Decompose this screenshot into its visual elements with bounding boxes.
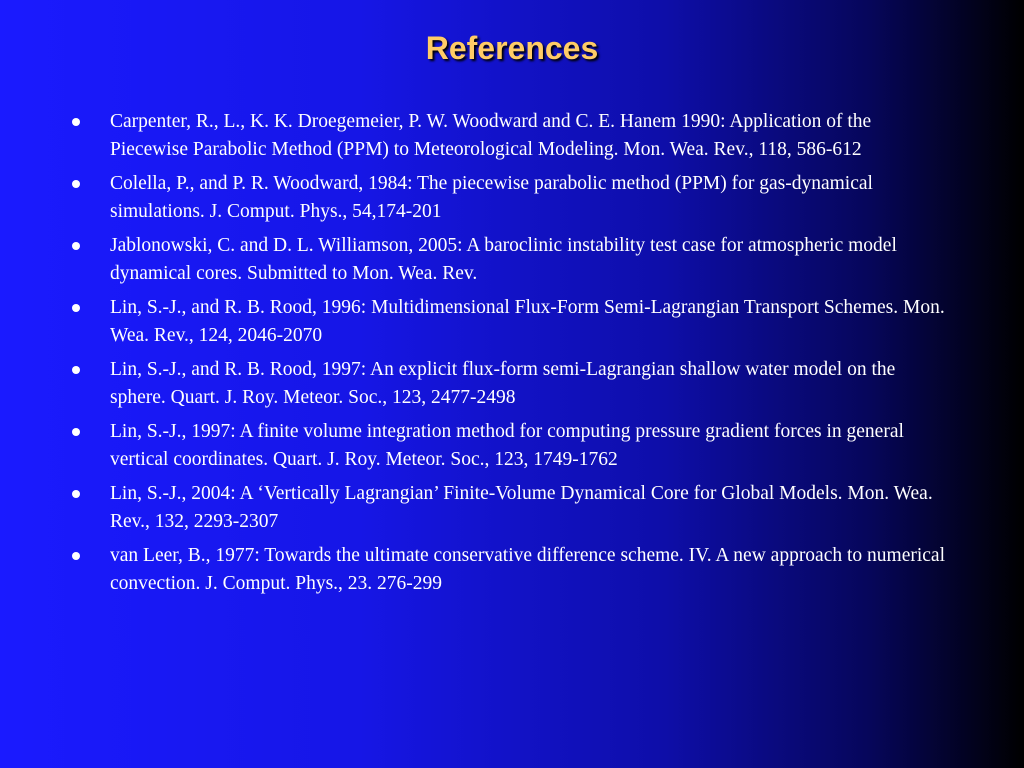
- list-item: [72, 356, 952, 412]
- reference-text: Lin, S.-J., and R. B. Rood, 1997: An explicit flux-form semi-Lagrangian shallow water model on the sphere. Quart. J. Roy. Meteor. Soc., 123, 2477-2498: [110, 359, 896, 408]
- list-item: [72, 542, 952, 598]
- reference-text: Lin, S.-J., 1997: A finite volume integration method for computing pressure gradient forces in general vertical coordinates. Quart. J. Roy. Meteor. Soc., 123, 1749-1762: [110, 421, 904, 470]
- reference-text: Lin, S.-J., 2004: A ‘Vertically Lagrangian’ Finite-Volume Dynamical Core for Global Models. Mon. Wea. Rev., 132, 2293-2307: [110, 483, 933, 532]
- reference-text: Carpenter, R., L., K. K. Droegemeier, P. W. Woodward and C. E. Hanem 1990: Application of the Piecewise Parabolic Method (PPM) to Meteorological Modeling. Mon. Wea. Rev., 118, 586-612: [110, 111, 872, 160]
- list-item: [72, 480, 952, 536]
- reference-text: van Leer, B., 1977: Towards the ultimate conservative difference scheme. IV. A new approach to numerical convection. J. Comput. Phys., 23. 276-299: [110, 545, 945, 594]
- list-item: [72, 294, 952, 350]
- bullet-icon: [72, 304, 80, 312]
- bullet-icon: [72, 118, 80, 126]
- reference-text: Jablonowski, C. and D. L. Williamson, 2005: A baroclinic instability test case for atmospheric model dynamical cores. Submitted to Mon. Wea. Rev.: [110, 235, 897, 284]
- list-item: [72, 418, 952, 474]
- list-item: [72, 232, 952, 288]
- slide-title: References: [425, 30, 599, 66]
- reference-list: [72, 108, 952, 604]
- bullet-icon: [72, 428, 80, 436]
- list-item: [72, 170, 952, 226]
- bullet-icon: [72, 366, 80, 374]
- reference-text: Lin, S.-J., and R. B. Rood, 1996: Multidimensional Flux-Form Semi-Lagrangian Transport Schemes. Mon. Wea. Rev., 124, 2046-2070: [110, 297, 945, 346]
- list-item: [72, 108, 952, 164]
- bullet-icon: [72, 490, 80, 498]
- bullet-icon: [72, 180, 80, 188]
- bullet-icon: [72, 552, 80, 560]
- reference-text: Colella, P., and P. R. Woodward, 1984: The piecewise parabolic method (PPM) for gas-dynamical simulations. J. Comput. Phys., 54,174-201: [110, 173, 873, 222]
- bullet-icon: [72, 242, 80, 250]
